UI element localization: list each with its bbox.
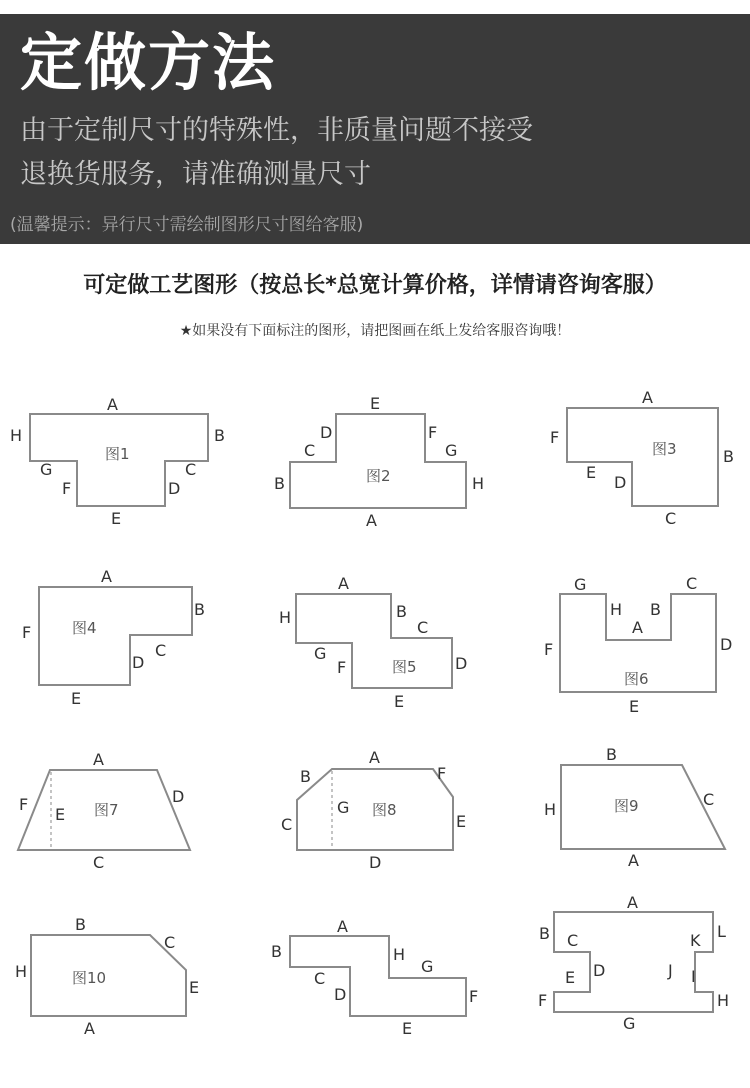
figure-4-label-c: C xyxy=(155,641,167,660)
figure-1-label-e: E xyxy=(111,509,122,528)
figure-5-label-d: D xyxy=(455,654,468,673)
figure-9-label-h: H xyxy=(544,800,557,819)
figure-11-label-d: D xyxy=(334,985,347,1004)
figure-11-label-h: H xyxy=(393,945,406,964)
figure-2-name: 图2 xyxy=(366,467,391,485)
figure-5 xyxy=(279,574,467,711)
figure-12-label-g: G xyxy=(623,1014,636,1033)
figure-4-label-d: D xyxy=(132,653,145,672)
figure-5-label-h: H xyxy=(279,608,292,627)
figure-9-name: 图9 xyxy=(614,797,639,815)
figure-12-label-c: C xyxy=(567,931,579,950)
figure-9 xyxy=(544,745,725,870)
figure-2-label-g: G xyxy=(445,441,458,460)
figure-12-label-k: K xyxy=(690,931,701,950)
figure-1-label-d: D xyxy=(168,479,181,498)
figure-9-outline xyxy=(561,765,725,849)
figure-6-label-g: G xyxy=(574,575,587,594)
figure-1 xyxy=(10,395,225,528)
figure-8-label-c: C xyxy=(281,815,293,834)
figure-6-label-h: H xyxy=(610,600,623,619)
figure-4-label-a: A xyxy=(101,567,112,586)
banner-title: 定做方法 xyxy=(20,26,277,99)
figure-11-label-a: A xyxy=(337,917,348,936)
figure-2-label-a: A xyxy=(366,511,377,530)
figure-12 xyxy=(538,893,729,1033)
figure-12-label-a: A xyxy=(627,893,638,912)
figure-8 xyxy=(281,748,466,872)
figure-10 xyxy=(15,915,199,1038)
figure-6-label-e: E xyxy=(629,697,640,716)
figure-9-label-b: B xyxy=(606,745,617,764)
figure-4-name: 图4 xyxy=(72,619,97,637)
figure-5-name: 图5 xyxy=(392,658,417,676)
figure-10-label-b: B xyxy=(75,915,86,934)
figure-5-label-f: F xyxy=(337,658,347,677)
figure-6-label-a: A xyxy=(632,618,643,637)
figure-7 xyxy=(18,750,190,872)
figure-7-label-c: C xyxy=(93,853,105,872)
banner-tip: (温馨提示：异行尺寸需绘制图形尺寸图给客服) xyxy=(10,215,364,235)
figure-11-label-e: E xyxy=(402,1019,413,1038)
figure-12-label-h: H xyxy=(717,991,730,1010)
figure-3-label-a: A xyxy=(642,388,653,407)
figure-8-label-a: A xyxy=(369,748,380,767)
figure-12-label-b: B xyxy=(539,924,550,943)
figure-5-label-e: E xyxy=(394,692,405,711)
figure-12-label-i: I xyxy=(691,967,696,986)
figure-12-label-e: E xyxy=(565,968,576,987)
figure-1-label-b: B xyxy=(214,426,225,445)
figure-10-outline xyxy=(31,935,186,1016)
section-heading: 可定做工艺图形（按总长*总宽计算价格，详情请咨询客服） xyxy=(83,273,667,298)
figure-4-outline xyxy=(39,587,192,685)
figure-2-label-b: B xyxy=(274,474,285,493)
figure-12-outline xyxy=(554,912,713,1012)
figure-1-label-f: F xyxy=(62,479,72,498)
figure-2 xyxy=(274,394,484,530)
figure-6-label-f: F xyxy=(544,640,554,659)
figure-11-label-c: C xyxy=(314,969,326,988)
figure-1-label-a: A xyxy=(107,395,118,414)
note-text: ★如果没有下面标注的图形，请把图画在纸上发给客服咨询哦！ xyxy=(179,323,571,339)
figure-6-name: 图6 xyxy=(624,670,649,688)
figure-8-label-b: B xyxy=(300,767,311,786)
figure-1-name: 图1 xyxy=(105,445,130,463)
figure-12-label-d: D xyxy=(593,961,606,980)
figure-8-label-g: G xyxy=(337,798,350,817)
figure-3-label-b: B xyxy=(723,447,734,466)
figure-2-label-e: E xyxy=(370,394,381,413)
banner-notice-line-1: 由于定制尺寸的特殊性，非质量问题不接受 xyxy=(20,115,533,146)
figure-11-label-f: F xyxy=(469,987,479,1006)
figure-3 xyxy=(550,388,734,528)
figure-3-label-f: F xyxy=(550,428,560,447)
figure-12-label-j: J xyxy=(668,961,673,980)
figure-3-label-d: D xyxy=(614,473,627,492)
figure-7-label-a: A xyxy=(93,750,104,769)
figure-10-label-h: H xyxy=(15,962,28,981)
figure-8-label-f: F xyxy=(437,764,447,783)
figure-1-label-c: C xyxy=(185,460,197,479)
figure-5-label-c: C xyxy=(417,618,429,637)
figure-3-name: 图3 xyxy=(652,440,677,458)
figure-10-label-a: A xyxy=(84,1019,95,1038)
figure-7-label-f: F xyxy=(19,795,29,814)
figure-12-label-l: L xyxy=(717,922,726,941)
figure-7-label-d: D xyxy=(172,787,185,806)
figure-6-label-b: B xyxy=(650,600,661,619)
figure-2-label-f: F xyxy=(428,423,438,442)
figure-8-label-d: D xyxy=(369,853,382,872)
figure-12-label-f: F xyxy=(538,991,548,1010)
figure-1-label-g: G xyxy=(40,460,53,479)
figure-8-label-e: E xyxy=(456,812,467,831)
figure-6 xyxy=(544,574,732,716)
figure-10-name: 图10 xyxy=(72,969,107,987)
figure-4-label-f: F xyxy=(22,623,32,642)
figure-3-outline xyxy=(567,408,718,506)
figure-11 xyxy=(271,917,478,1038)
figure-6-label-d: D xyxy=(720,635,733,654)
figure-9-label-a: A xyxy=(628,851,639,870)
banner-notice-line-2: 退换货服务，请准确测量尺寸 xyxy=(20,159,371,190)
figure-6-label-c: C xyxy=(686,574,698,593)
figure-3-label-c: C xyxy=(665,509,677,528)
figure-10-label-e: E xyxy=(189,978,200,997)
figure-1-label-h: H xyxy=(10,426,23,445)
figure-11-label-b: B xyxy=(271,942,282,961)
figure-3-label-e: E xyxy=(586,463,597,482)
figure-5-outline xyxy=(296,594,452,688)
figure-2-outline xyxy=(290,414,466,508)
figure-4-label-b: B xyxy=(194,600,205,619)
figure-7-name: 图7 xyxy=(94,801,119,819)
figure-11-label-g: G xyxy=(421,957,434,976)
figure-5-label-a: A xyxy=(338,574,349,593)
figure-4-label-e: E xyxy=(71,689,82,708)
figure-2-label-c: C xyxy=(304,441,316,460)
figure-10-label-c: C xyxy=(164,933,176,952)
figure-9-label-c: C xyxy=(703,790,715,809)
figure-2-label-h: H xyxy=(472,474,485,493)
figure-5-label-g: G xyxy=(314,644,327,663)
figure-4 xyxy=(22,567,205,708)
figure-7-label-e: E xyxy=(55,805,66,824)
figure-8-name: 图8 xyxy=(372,801,397,819)
figure-2-label-d: D xyxy=(320,423,333,442)
figure-5-label-b: B xyxy=(396,602,407,621)
